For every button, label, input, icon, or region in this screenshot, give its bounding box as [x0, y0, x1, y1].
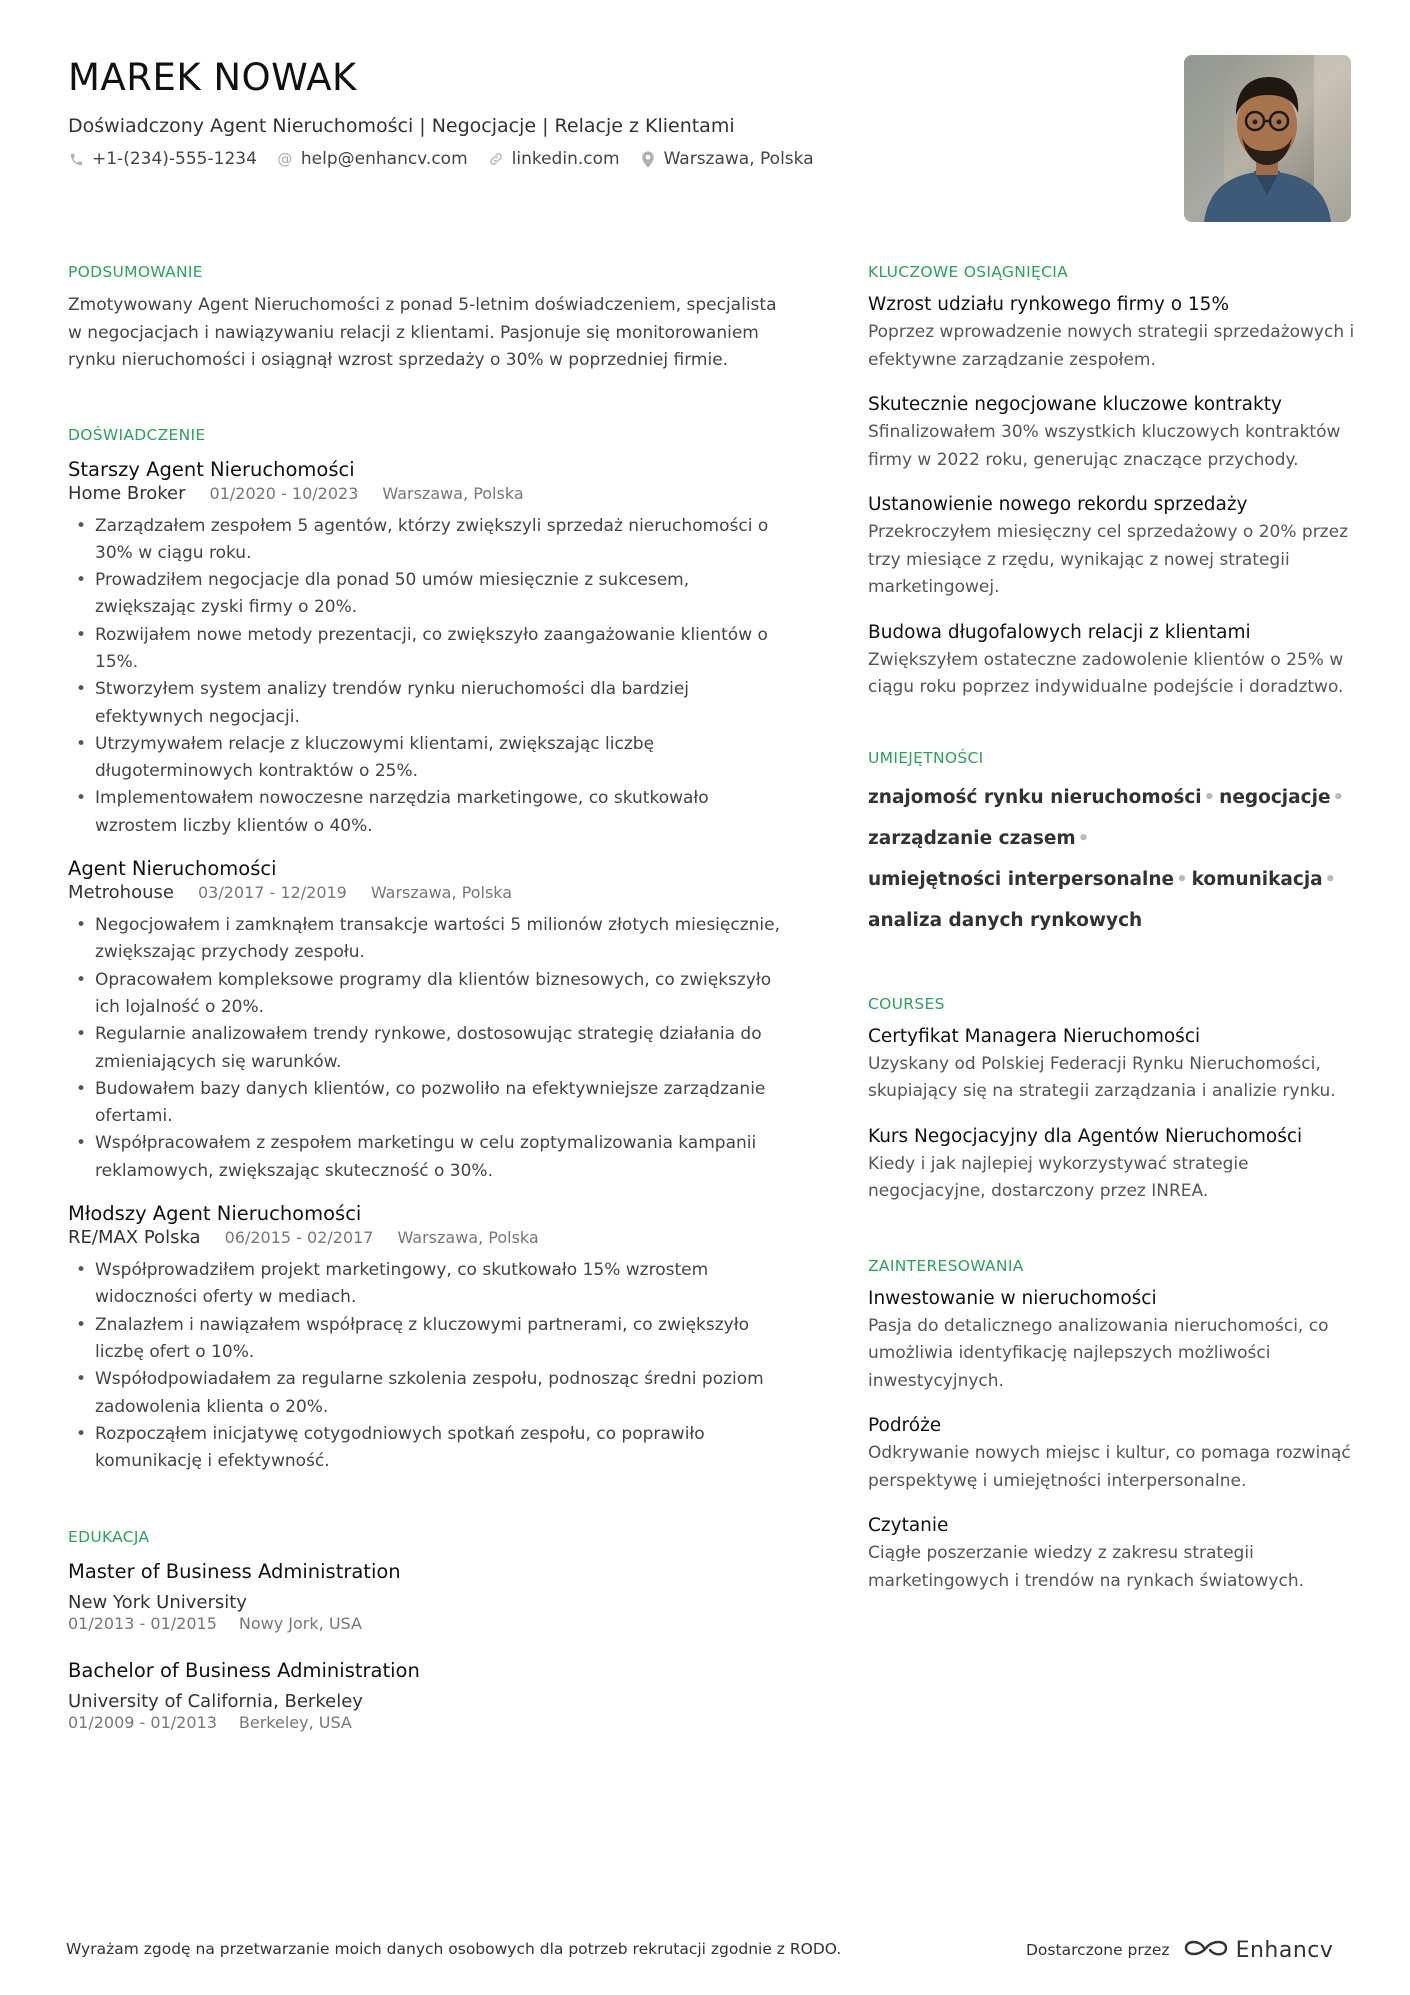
skill-row [868, 901, 1358, 942]
enhancv-logo-icon [1182, 1936, 1230, 1964]
job-entry [68, 856, 788, 1185]
course-desc: Kiedy i jak najlepiej wykorzystywać strategie negocjacyjne, dostarczony przez INREA. [868, 1153, 1249, 1201]
left-column [68, 262, 788, 1733]
achievement-title: Budowa długofalowych relacji z klientami [868, 621, 1251, 643]
achievement-desc: Sfinalizowałem 30% wszystkich kluczowych kontraktów firmy w 2022 roku, generując znaczące przychody. [868, 422, 1341, 470]
interests-section [868, 1256, 1358, 1596]
job-bullet: • Współprowadziłem projekt marketingowy, co skutkowało 15% wzrostem widoczności oferty w mediach. [68, 1257, 788, 1312]
resume-header [68, 56, 1168, 170]
contact-email-text[interactable]: help@enhancv.com [300, 149, 468, 169]
job-dates: 03/2017 - 12/2019 [197, 883, 347, 903]
brand-name: Enhancv [1235, 1937, 1334, 1963]
interest-desc: Ciągłe poszerzanie wiedzy z zakresu strategii marketingowych i trendów na rynkach światowych. [868, 1543, 1305, 1591]
education-degree: Bachelor of Business Administration [68, 1659, 420, 1683]
education-heading: EDUKACJA [68, 1528, 150, 1547]
experience-heading: DOŚWIADCZENIE [68, 425, 206, 444]
contact-location [640, 148, 814, 170]
education-location: Berkeley, USA [238, 1713, 352, 1733]
job-entry [68, 1201, 788, 1475]
link-icon [488, 151, 504, 167]
courses-section [868, 994, 1358, 1206]
skills-heading: UMIEJĘTNOŚCI [868, 748, 984, 767]
gdpr-consent-text: Wyrażam zgodę na przetwarzanie moich danych osobowych dla potrzeb rekrutacji zgodnie z RODO. [66, 1940, 842, 1958]
skill-row [868, 860, 1358, 901]
profile-photo [1184, 55, 1351, 222]
education-school: New York University [68, 1592, 247, 1614]
contact-email[interactable] [277, 148, 468, 170]
job-bullets [68, 1257, 788, 1475]
job-meta [68, 882, 788, 904]
contact-phone [68, 148, 257, 170]
job-dates: 06/2015 - 02/2017 [224, 1228, 374, 1248]
separator-dot-icon: • [1077, 828, 1090, 849]
course-desc: Uzyskany od Polskiej Federacji Rynku Nieruchomości, skupiający się na strategii zarządzania i analizie rynku. [868, 1053, 1336, 1101]
job-bullet: • Rozwijałem nowe metody prezentacji, co zwiększyło zaangażowanie klientów o 15%. [68, 622, 788, 677]
skill-tag: znajomość rynku nieruchomości [868, 787, 1202, 808]
job-location: Warszawa, Polska [382, 483, 524, 503]
candidate-tagline: Doświadczony Agent Nieruchomości | Negocjacje | Relacje z Klientami [68, 115, 735, 137]
job-bullets [68, 912, 788, 1185]
interest-desc: Pasja do detalicznego analizowania nieruchomości, co umożliwia identyfikację najlepszych możliwości inwestycyjnych. [868, 1315, 1329, 1391]
map-pin-icon [640, 151, 656, 168]
job-bullet: • Współodpowiadałem za regularne szkolenia zespołu, podnosząc średni poziom zadowolenia klienta o 20%. [68, 1366, 788, 1421]
job-bullet: • Prowadziłem negocjacje dla ponad 50 umów miesięcznie z sukcesem, zwiększając zyski firmy o 20%. [68, 567, 788, 622]
experience-section [68, 425, 788, 1476]
education-entry [68, 1658, 788, 1733]
achievements-section [868, 262, 1358, 702]
separator-dot-icon: • [1176, 869, 1188, 890]
job-title: Młodszy Agent Nieruchomości [68, 1202, 362, 1226]
job-title: Starszy Agent Nieruchomości [68, 457, 355, 481]
skills-section [868, 748, 1358, 942]
courses-heading: COURSES [868, 994, 945, 1013]
job-bullet: • Opracowałem kompleksowe programy dla klientów biznesowych, co zwiększyło ich lojalność o 20%. [68, 967, 788, 1022]
job-dates: 01/2020 - 10/2023 [209, 483, 359, 503]
job-bullets [68, 513, 788, 841]
provided-by-label: Dostarczone przez [1026, 1941, 1170, 1959]
interest-item [868, 1513, 1358, 1595]
achievement-desc: Poprzez wprowadzenie nowych strategii sprzedażowych i efektywne zarządzanie zespołem. [868, 322, 1355, 370]
job-company: Home Broker [68, 482, 186, 504]
job-title: Agent Nieruchomości [68, 857, 277, 881]
job-entry [68, 457, 788, 841]
separator-dot-icon: • [1332, 787, 1345, 808]
skill-tag: komunikacja [1191, 869, 1323, 890]
job-bullet: • Negocjowałem i zamknąłem transakcje wartości 5 milionów złotych miesięcznie, zwiększając przychody zespołu. [68, 912, 788, 967]
summary-heading: PODSUMOWANIE [68, 263, 203, 281]
contact-phone-text: +1-(234)-555-1234 [92, 149, 257, 169]
education-degree: Master of Business Administration [68, 1560, 401, 1584]
summary-section [68, 262, 788, 375]
skill-tag: negocjacje [1219, 787, 1331, 808]
interests-heading: ZAINTERESOWANIA [868, 1256, 1024, 1275]
candidate-name: MAREK NOWAK [68, 56, 357, 99]
achievement-desc: Przekroczyłem miesięczny cel sprzedażowy o 20% przez trzy miesiące z rzędu, wynikając z nowej strategii marketingowej. [868, 522, 1348, 597]
skill-tag: umiejętności interpersonalne [868, 869, 1175, 890]
interest-item [868, 1286, 1358, 1396]
achievement-item [868, 620, 1358, 702]
education-school: University of California, Berkeley [68, 1691, 363, 1713]
job-meta [68, 1227, 788, 1249]
job-company: Metrohouse [68, 882, 174, 904]
education-dates: 01/2013 - 01/2015 [68, 1614, 217, 1634]
achievement-desc: Zwiększyłem ostateczne zadowolenie klientów o 25% w ciągu roku poprzez indywidualne podejście i doradztwo. [868, 649, 1344, 697]
contact-location-text: Warszawa, Polska [663, 149, 814, 169]
job-bullet: • Współpracowałem z zespołem marketingu w celu zoptymalizowania kampanii reklamowych, zwiększając skuteczność o 30%. [68, 1130, 788, 1185]
skill-tag: zarządzanie czasem [868, 828, 1076, 849]
job-bullet: • Znalazłem i nawiązałem współpracę z kluczowymi partnerami, co zwiększyło liczbę ofert o 10%. [68, 1312, 788, 1367]
separator-dot-icon: • [1203, 787, 1216, 808]
course-title: Certyfikat Managera Nieruchomości [868, 1025, 1201, 1047]
course-item [868, 1124, 1358, 1206]
achievements-heading: KLUCZOWE OSIĄGNIĘCIA [868, 263, 1068, 281]
education-meta [68, 1614, 788, 1634]
job-bullet: • Utrzymywałem relacje z kluczowymi klientami, zwiększając liczbę długoterminowych kontraktów o 25%. [68, 731, 788, 786]
course-title: Kurs Negocjacyjny dla Agentów Nieruchomości [868, 1125, 1303, 1147]
summary-text: Zmotywowany Agent Nieruchomości z ponad 5-letnim doświadczeniem, specjalista w negocjacjach i nawiązywaniu relacji z klientami. Pasjonuje się monitorowaniem rynku nieruchomości i osiągnął wzrost sprzedaży o 30% w poprzedniej firmie. [68, 295, 777, 370]
separator-dot-icon: • [1324, 869, 1337, 890]
interest-desc: Odkrywanie nowych miejsc i kultur, co pomaga rozwinąć perspektywę i umiejętności interpersonalne. [868, 1443, 1351, 1491]
job-meta [68, 483, 788, 505]
achievement-item [868, 492, 1358, 602]
phone-icon [68, 152, 84, 167]
skill-row [868, 778, 1358, 819]
job-location: Warszawa, Polska [397, 1228, 539, 1248]
interest-title: Czytanie [868, 1515, 949, 1536]
achievement-title: Ustanowienie nowego rekordu sprzedaży [868, 494, 1248, 515]
interest-item [868, 1413, 1358, 1495]
education-meta [68, 1713, 788, 1733]
interest-title: Inwestowanie w nieruchomości [868, 1287, 1157, 1309]
achievement-item [868, 292, 1358, 374]
job-bullet: • Rozpocząłem inicjatywę cotygodniowych spotkań zespołu, co poprawiło komunikację i efektywność. [68, 1421, 788, 1476]
course-item [868, 1024, 1358, 1106]
job-bullet: • Budowałem bazy danych klientów, co pozwoliło na efektywniejsze zarządzanie ofertami. [68, 1076, 788, 1131]
education-dates: 01/2009 - 01/2013 [68, 1713, 217, 1733]
job-bullet: • Zarządzałem zespołem 5 agentów, którzy zwiększyli sprzedaż nieruchomości o 30% w ciągu roku. [68, 513, 788, 568]
education-location: Nowy Jork, USA [238, 1614, 362, 1634]
contact-row [68, 148, 1168, 170]
education-entry [68, 1559, 788, 1634]
skills-list [868, 778, 1358, 942]
at-icon: @ [277, 150, 293, 168]
contact-linkedin[interactable] [488, 148, 620, 170]
job-bullet: • Implementowałem nowoczesne narzędzia marketingowe, co skutkowało wzrostem liczby klientów o 40%. [68, 785, 788, 840]
contact-linkedin-text[interactable]: linkedin.com [511, 149, 620, 169]
education-section [68, 1527, 788, 1733]
job-bullet: • Stworzyłem system analizy trendów rynku nieruchomości dla bardziej efektywnych negocjacji. [68, 676, 788, 731]
job-bullet: • Regularnie analizowałem trendy rynkowe, dostosowując strategię działania do zmieniających się warunków. [68, 1021, 788, 1076]
footer-brand[interactable] [1026, 1936, 1333, 1964]
interest-title: Podróże [868, 1415, 942, 1436]
achievement-item [868, 392, 1358, 474]
job-location: Warszawa, Polska [370, 883, 513, 903]
skill-row [868, 819, 1358, 860]
job-company: RE/MAX Polska [68, 1227, 201, 1249]
achievement-title: Skutecznie negocjowane kluczowe kontrakty [868, 394, 1282, 415]
achievement-title: Wzrost udziału rynkowego firmy o 15% [868, 294, 1230, 315]
right-column [868, 262, 1358, 1595]
skill-tag: analiza danych rynkowych [868, 910, 1143, 931]
